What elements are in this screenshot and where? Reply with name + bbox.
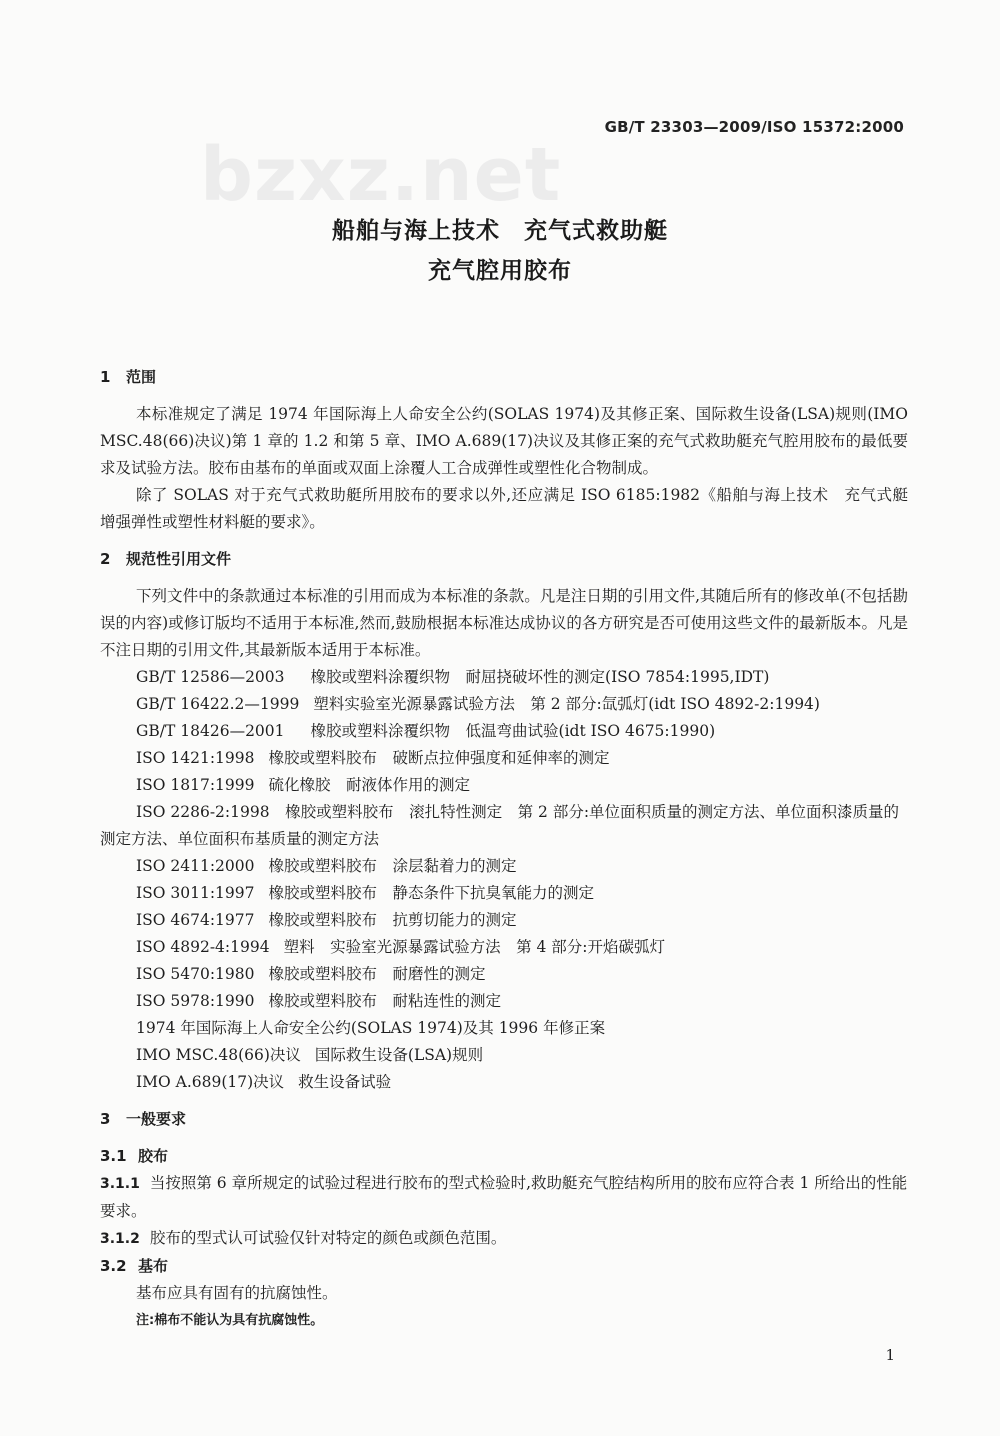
reference-item: GB/T 18426—2001 橡胶或塑料涂覆织物 低温弯曲试验(idt ISO 4675:1990) [136,722,716,740]
watermark: bzxz.net [200,132,562,218]
reference-item: ISO 3011:1997 橡胶或塑料胶布 静态条件下抗臭氧能力的测定 [136,884,595,902]
reference-item: ISO 4892-4:1994 塑料 实验室光源暴露试验方法 第 4 部分:开焰碳弧灯 [136,938,666,956]
document-title-line1: 船舶与海上技术 充气式救助艇 [332,218,668,244]
page-number: 1 [885,1346,895,1364]
standard-code: GB/T 23303—2009/ISO 15372:2000 [604,118,904,136]
reference-item: ISO 2286-2:1998 橡胶或塑料胶布 滚扎特性测定 第 2 部分:单位面积质量的测定方法、单位面积漆质量的测定方法、单位面积布基质量的测定方法 [100,803,900,848]
reference-item: IMO MSC.48(66)决议 国际救生设备(LSA)规则 [136,1046,484,1064]
reference-item: IMO A.689(17)决议 救生设备试验 [136,1073,392,1091]
document-title-line2: 充气腔用胶布 [428,258,572,284]
clause-3-1-2: 3.1.2 胶布的型式认可试验仅针对特定的颜色或颜色范围。 [100,1229,507,1247]
section-2-paragraph: 下列文件中的条款通过本标准的引用而成为本标准的条款。凡是注日期的引用文件,其随后所有的修改单(不包括勘误的内容)或修订版均不适用于本标准,然而,鼓励根据本标准达成协议的各方研究是否可使用这些文件的最新版本。凡是不注日期的引用文件,其最新版本适用于本标准。 [100,587,908,659]
reference-item: ISO 2411:2000 橡胶或塑料胶布 涂层黏着力的测定 [136,857,517,875]
section-1-paragraph-1: 本标准规定了满足 1974 年国际海上人命安全公约(SOLAS 1974)及其修正案、国际救生设备(LSA)规则(IMO MSC.48(66)决议)第 1 章的 1.2 和第 5 章、IMO A.689(17)决议及其修正案的充气式救助艇充气腔用胶布的最低要求及试验方法。胶布由基布的单面或双面上涂覆人工合成弹性或塑性化合物制成。 [100,405,908,477]
clause-3-1-1: 3.1.1 当按照第 6 章所规定的试验过程进行胶布的型式检验时,救助艇充气腔结构所用的胶布应符合表 1 所给出的性能要求。 [100,1174,908,1220]
reference-item: GB/T 16422.2—1999 塑料实验室光源暴露试验方法 第 2 部分:氙弧灯(idt ISO 4892-2:1994) [136,695,820,713]
reference-item: ISO 5470:1980 橡胶或塑料胶布 耐磨性的测定 [136,965,486,983]
reference-item: ISO 1817:1999 硫化橡胶 耐液体作用的测定 [136,776,471,794]
section-1-paragraph-2: 除了 SOLAS 对于充气式救助艇所用胶布的要求以外,还应满足 ISO 6185:1982《船舶与海上技术 充气式艇 增强弹性或塑性材料艇的要求》。 [100,486,924,531]
section-3-2-heading: 3.2 基布 [100,1257,169,1275]
reference-item: ISO 5978:1990 橡胶或塑料胶布 耐粘连性的测定 [136,992,502,1010]
section-2-heading: 2 规范性引用文件 [100,550,232,568]
section-3-1-heading: 3.1 胶布 [100,1147,169,1165]
section-1-heading: 1 范围 [100,368,157,386]
note: 注:棉布不能认为具有抗腐蚀性。 [136,1313,324,1328]
document-body [100,364,924,1334]
section-3-heading: 3 一般要求 [100,1110,187,1128]
reference-item: ISO 1421:1998 橡胶或塑料胶布 破断点拉伸强度和延伸率的测定 [136,749,610,767]
section-3-2-text: 基布应具有固有的抗腐蚀性。 [136,1284,338,1302]
reference-item: ISO 4674:1977 橡胶或塑料胶布 抗剪切能力的测定 [136,911,517,929]
reference-item: GB/T 12586—2003 橡胶或塑料涂覆织物 耐屈挠破坏性的测定(ISO 7854:1995,IDT) [136,668,770,686]
reference-item: 1974 年国际海上人命安全公约(SOLAS 1974)及其 1996 年修正案 [136,1019,606,1037]
